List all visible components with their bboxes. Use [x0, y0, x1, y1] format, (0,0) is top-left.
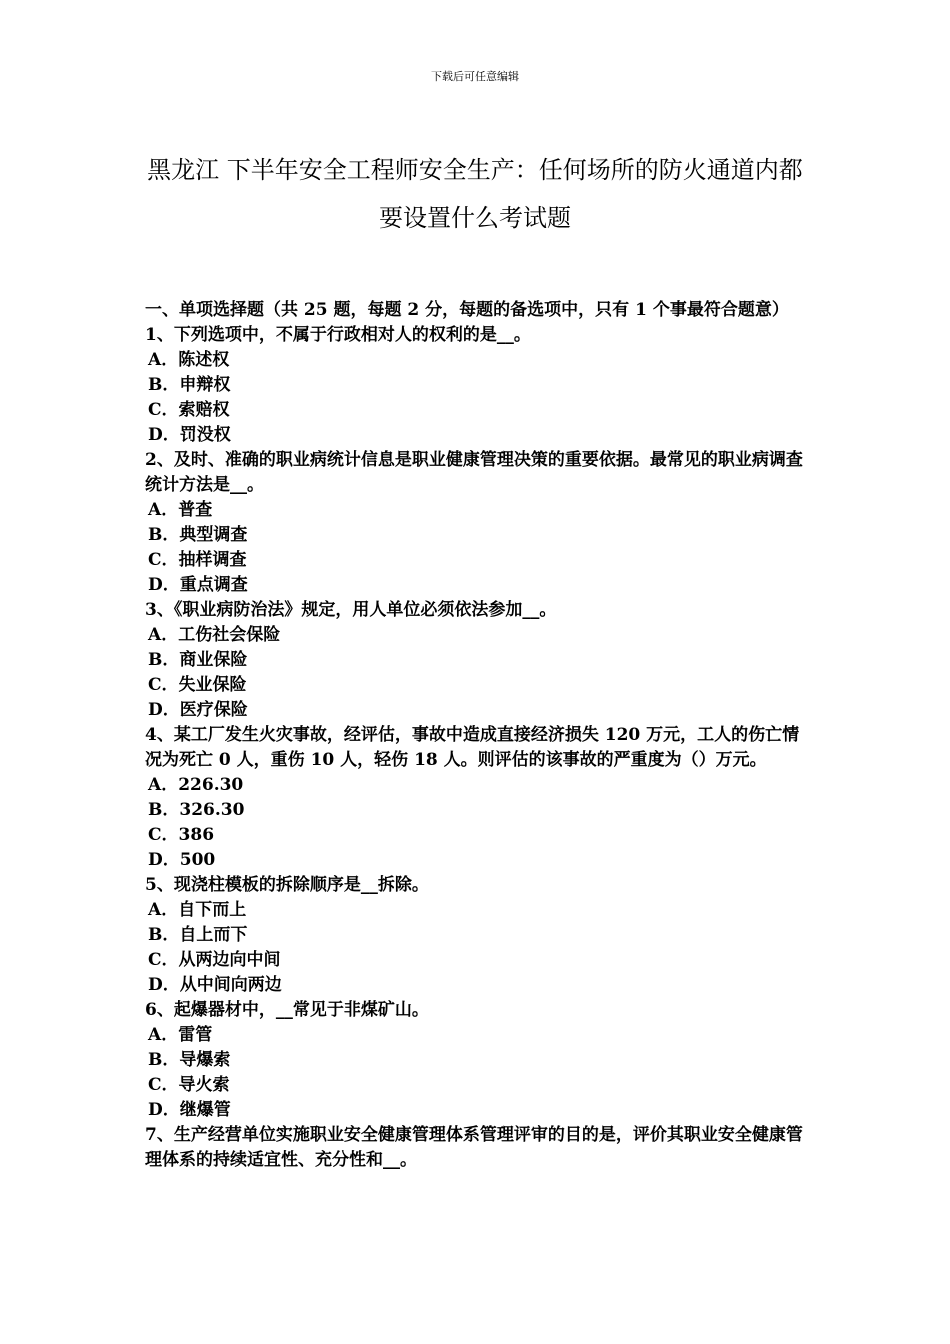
question-3 [145, 598, 810, 723]
option-a: A．陈述权 [148, 350, 230, 370]
option-d: D．从中间向两边 [148, 975, 282, 995]
option-c: C．386 [148, 825, 215, 845]
question-stem: 4、某工厂发生火灾事故，经评估，事故中造成直接经济损失 120 万元，工人的伤亡情况为死亡 0 人，重伤 10 人，轻伤 18 人。则评估的该事故的严重度为（）万元。 [145, 725, 800, 770]
question-1 [145, 323, 810, 448]
option-c: C．导火索 [148, 1075, 230, 1095]
question-7 [145, 1123, 810, 1173]
section-heading: 一、单项选择题（共 25 题，每题 2 分，每题的备选项中，只有 1 个事最符合题意） [145, 300, 789, 320]
option-c: C．索赔权 [148, 400, 230, 420]
document-title: 黑龙江 下半年安全工程师安全生产：任何场所的防火通道内都要设置什么考试题 [147, 156, 803, 232]
header-note: 下载后可任意编辑 [431, 70, 519, 83]
option-a: A．普查 [148, 500, 213, 520]
question-stem: 6、起爆器材中，__常见于非煤矿山。 [145, 1000, 429, 1020]
option-d: D．医疗保险 [148, 700, 248, 720]
question-stem: 2、及时、准确的职业病统计信息是职业健康管理决策的重要依据。最常见的职业病调查统计方法是__。 [145, 450, 803, 495]
option-a: A．自下而上 [148, 900, 247, 920]
question-5 [145, 873, 810, 998]
option-a: A．雷管 [148, 1025, 213, 1045]
option-b: B．自上而下 [148, 925, 248, 945]
question-4 [145, 723, 810, 873]
option-b: B．导爆索 [148, 1050, 231, 1070]
option-b: B．326.30 [148, 800, 245, 820]
document-body [145, 298, 810, 1173]
option-c: C．抽样调查 [148, 550, 247, 570]
option-b: B．典型调查 [148, 525, 248, 545]
option-b: B．申辩权 [148, 375, 231, 395]
question-6 [145, 998, 810, 1123]
question-stem: 3、《职业病防治法》规定，用人单位必须依法参加__。 [145, 600, 557, 620]
question-2 [145, 448, 810, 598]
option-d: D．500 [148, 850, 216, 870]
option-c: C．从两边向中间 [148, 950, 281, 970]
option-b: B．商业保险 [148, 650, 248, 670]
option-d: D．继爆管 [148, 1100, 231, 1120]
option-d: D．罚没权 [148, 425, 231, 445]
question-stem: 1、下列选项中，不属于行政相对人的权利的是__。 [145, 325, 531, 345]
option-d: D．重点调查 [148, 575, 248, 595]
question-stem: 5、现浇柱模板的拆除顺序是__拆除。 [145, 875, 429, 895]
option-c: C．失业保险 [148, 675, 247, 695]
option-a: A．工伤社会保险 [148, 625, 281, 645]
option-a: A．226.30 [148, 775, 244, 795]
question-stem: 7、生产经营单位实施职业安全健康管理体系管理评审的目的是，评价其职业安全健康管理体系的持续适宜性、充分性和__。 [145, 1125, 803, 1170]
